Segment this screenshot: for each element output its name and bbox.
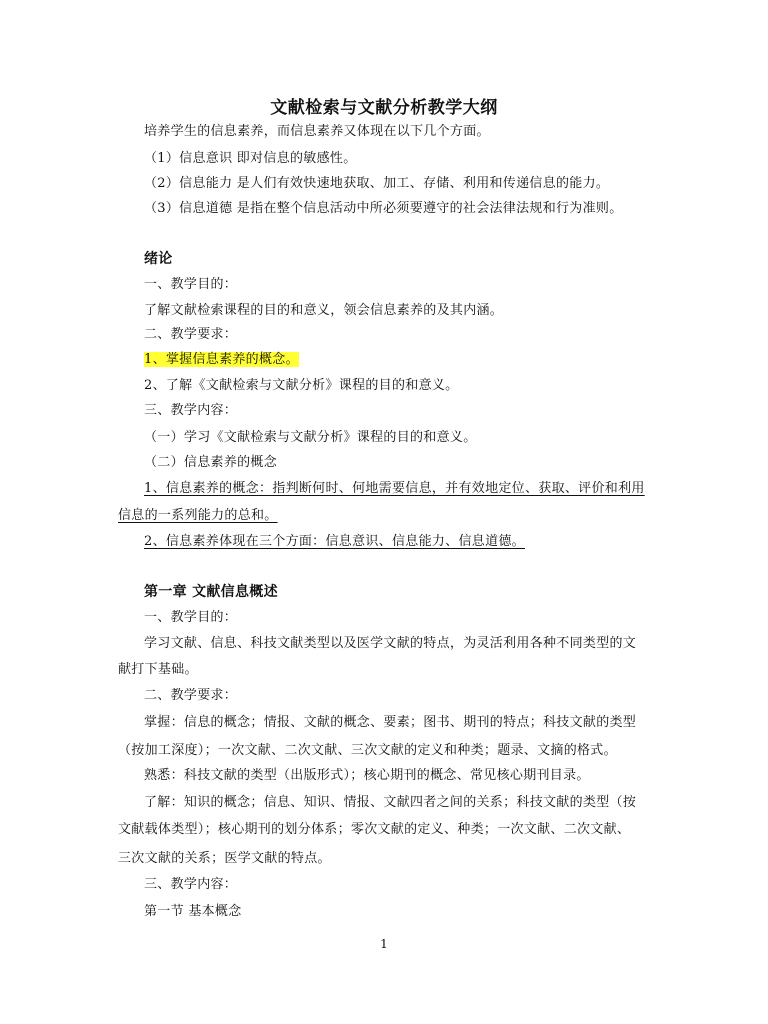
goal-text: 了解文献检索课程的目的和意义，领会信息素养的及其内涵。 (144, 303, 504, 318)
chapter-goal-text-cont: 献打下基础。 (118, 662, 198, 677)
requirement-item-1 (144, 352, 684, 368)
content-item-1: （一）学习《文献检索与文献分析》课程的目的和意义。 (144, 430, 477, 445)
intro-item-1: （1）信息意识 即对信息的敏感性。 (144, 151, 357, 166)
chapter-heading: 第一章 文献信息概述 (144, 584, 278, 600)
intro-item-3: （3）信息道德 是指在整个信息活动中所必须要遵守的社会法律法规和行为准则。 (144, 201, 623, 216)
chapter-requirement-label: 二、教学要求： (144, 688, 238, 703)
section-title: 第一节 基本概念 (144, 904, 242, 919)
goal-label: 一、教学目的： (144, 277, 238, 292)
concept-definition: 1、信息素养的概念：指判断何时、何地需要信息，并有效地定位、获取、评价和利用 (144, 481, 645, 496)
intro-paragraph: 培养学生的信息素养，而信息素养又体现在以下几个方面。 (144, 124, 490, 139)
chapter-goal-label: 一、教学目的： (144, 610, 238, 625)
understand-text-cont-1: 文献载体类型）；核心期刊的划分体系；零次文献的定义、种类；一次文献、二次文献、 (118, 822, 631, 837)
concept-aspects: 2、信息素养体现在三个方面：信息意识、信息能力、信息道德。 (144, 534, 525, 549)
page-number: 1 (380, 937, 388, 951)
familiar-text: 熟悉：科技文献的类型（出版形式）；核心期刊的概念、常见核心期刊目录。 (144, 768, 590, 783)
requirement-item-2: 2、了解《文献检索与文献分析》课程的目的和意义。 (144, 378, 459, 393)
chapter-goal-text: 学习文献、信息、科技文献类型以及医学文献的特点，为灵活利用各种不同类型的文 (144, 636, 637, 651)
content-item-2: （二）信息素养的概念 (144, 455, 278, 470)
understand-text: 了解：知识的概念；信息、知识、情报、文献四者之间的关系；科技文献的类型（按 (144, 795, 637, 810)
requirement-label: 二、教学要求： (144, 327, 238, 342)
concept-definition-cont: 信息的一系列能力的总和。 (118, 508, 278, 523)
section-heading-intro: 绪论 (144, 251, 173, 267)
document-title: 文献检索与文献分析教学大纲 (270, 98, 498, 118)
understand-text-cont-2: 三次文献的关系；医学文献的特点。 (118, 851, 331, 866)
chapter-content-label: 三、教学内容： (144, 877, 238, 892)
highlighted-text: 1、掌握信息素养的概念。 (144, 352, 299, 367)
intro-item-2: （2）信息能力 是人们有效快速地获取、加工、存储、利用和传递信息的能力。 (144, 176, 610, 191)
master-text-cont: （按加工深度）；一次文献、二次文献、三次文献的定义和种类；题录、文摘的格式。 (118, 743, 617, 758)
content-label: 三、教学内容： (144, 403, 238, 418)
master-text: 掌握：信息的概念；情报、文献的概念、要素；图书、期刊的特点；科技文献的类型 (144, 715, 637, 730)
